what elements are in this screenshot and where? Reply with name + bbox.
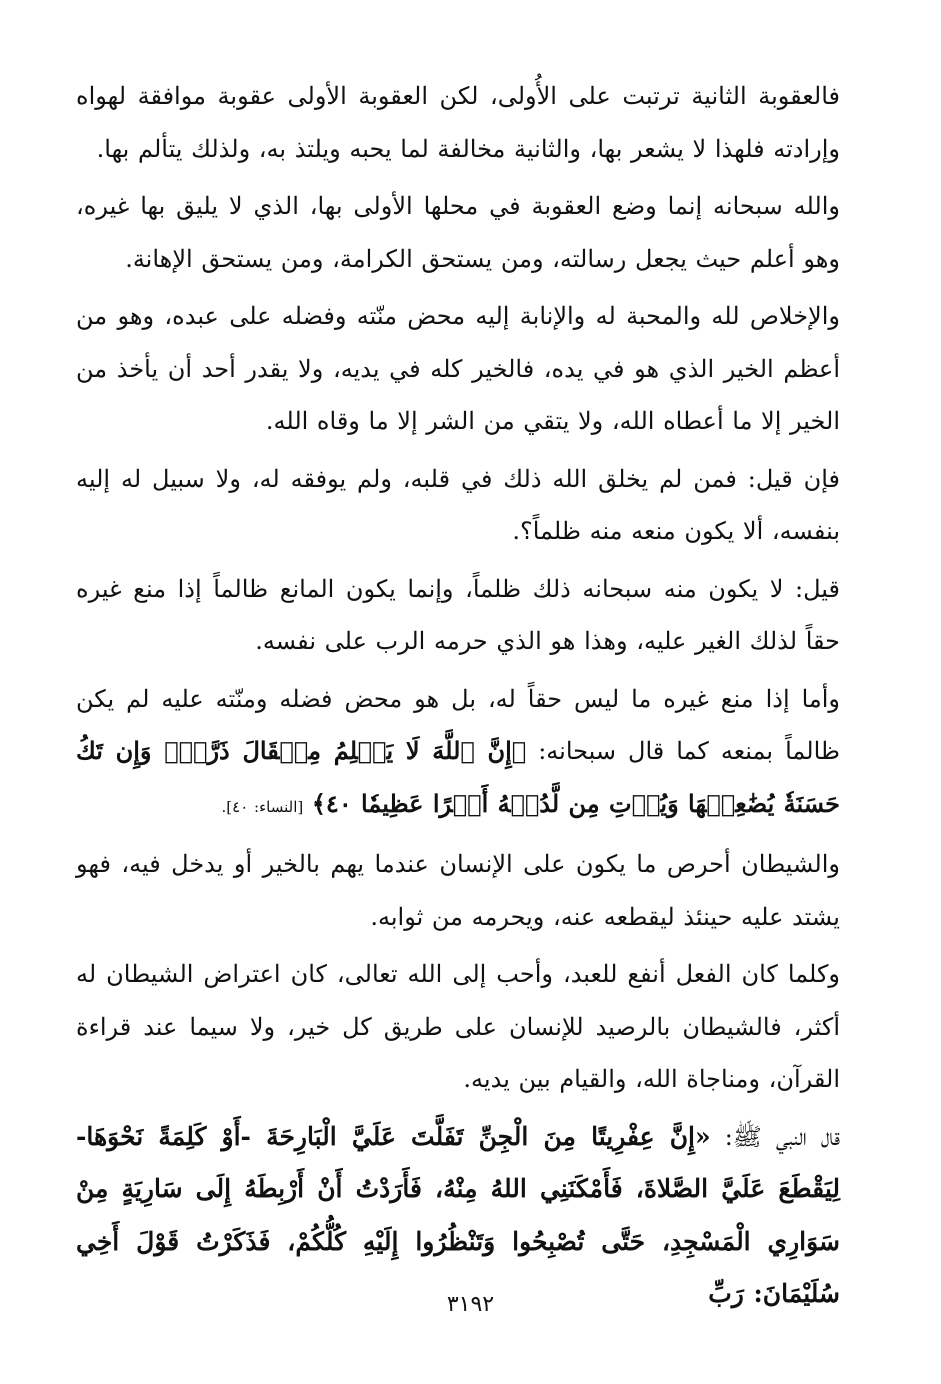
hadith-text: «إِنَّ عِفْرِيتًا مِنَ الْجِنِّ تَفَلَّتَ عَلَيَّ الْبَارِحَةَ -أَوْ كَلِمَةً نَحْوَهَا- لِيَقْطَعَ عَلَيَّ الصَّلاةَ، فَأَمْكَنَنِي اللهُ مِنْهُ، فَأَرَدْتُ أَنْ أَرْبِطَهُ إِلَى سَارِيَةٍ مِنْ سَوَارِي الْمَسْجِدِ، حَتَّى تُصْبِحُوا وَتَنْظُرُوا إِلَيْهِ كُلُّكُمْ، فَذَكَرْتُ قَوْلَ أَخِي سُلَيْمَانَ: رَبِّ	[76, 1121, 840, 1308]
paragraph-text: قيل: لا يكون منه سبحانه ذلك ظلماً، وإنما يكون المانع ظالماً إذا منع غيره حقاً لذلك الغير عليه، وهذا هو الذي حرمه الرب على نفسه.	[76, 574, 840, 655]
paragraph-text: وأما إذا منع غيره ما ليس حقاً له، بل هو محض فضله ومنّته عليه لم يكن ظالماً بمنعه كما قال سبحانه:	[76, 684, 840, 765]
verse-reference: [النساء: ٤٠].	[221, 797, 304, 816]
paragraph-text: وكلما كان الفعل أنفع للعبد، وأحب إلى الله تعالى، كان اعتراض الشيطان له أكثر، فالشيطان بالرصيد للإنسان على طريق كل خير، ولا سيما عند قراءة القرآن، ومناجاة الله، والقيام بين يديه.	[76, 960, 840, 1093]
paragraph-1	[76, 70, 840, 175]
paragraph-7	[76, 838, 840, 943]
paragraph-text: فالعقوبة الثانية ترتبت على الأُولى، لكن العقوبة الأولى عقوبة موافقة لهواه وإرادته فلهذا لا يشعر بها، والثانية مخالفة لما يحبه ويلتذ به، ولذلك يتألم بها.	[76, 82, 840, 163]
paragraph-9	[76, 1111, 840, 1321]
paragraph-text: فإن قيل: فمن لم يخلق الله ذلك في قلبه، ولم يوفقه له، ولا سبيل له إليه بنفسه، ألا يكون منعه منه ظلماً؟.	[76, 464, 840, 545]
paragraph-4	[76, 453, 840, 558]
paragraph-text: والله سبحانه إنما وضع العقوبة في محلها الأولى بها، الذي لا يليق بها غيره، وهو أعلم حيث يجعل رسالته، ومن يستحق الكرامة، ومن يستحق الإهانة.	[76, 192, 841, 273]
quran-verse: ﴿إِنَّ ٱللَّهَ لَا يَظۡلِمُ مِثۡقَالَ ذَرَّةٖۖ وَإِن تَكُ حَسَنَةٗ يُضَٰعِفۡهَا وَيُؤۡتِ مِن لَّدُنۡهُ أَجۡرًا عَظِيمٗا ٤٠﴾	[76, 736, 840, 818]
paragraph-text: والإخلاص لله والمحبة له والإنابة إليه محض منّته وفضله على عبده، وهو من أعظم الخير الذي هو في يده، فالخير كله في يديه، ولا يقدر أحد أن يأخذ من الخير إلا ما أعطاه الله، ولا يتقي من الشر إلا ما وقاه الله.	[76, 302, 840, 435]
paragraph-3	[76, 290, 840, 448]
page-body	[76, 70, 840, 1326]
paragraph-6	[76, 673, 840, 834]
paragraph-2	[76, 180, 840, 285]
paragraph-text: قال النبي ﷺ:	[724, 1122, 840, 1151]
paragraph-5	[76, 563, 840, 668]
paragraph-text: والشيطان أحرص ما يكون على الإنسان عندما يهم بالخير أو يدخل فيه، فهو يشتد عليه حينئذ ليقطعه عنه، ويحرمه من ثوابه.	[76, 850, 840, 931]
paragraph-8	[76, 948, 840, 1106]
page-number: ٣١٩٢	[446, 1292, 495, 1317]
